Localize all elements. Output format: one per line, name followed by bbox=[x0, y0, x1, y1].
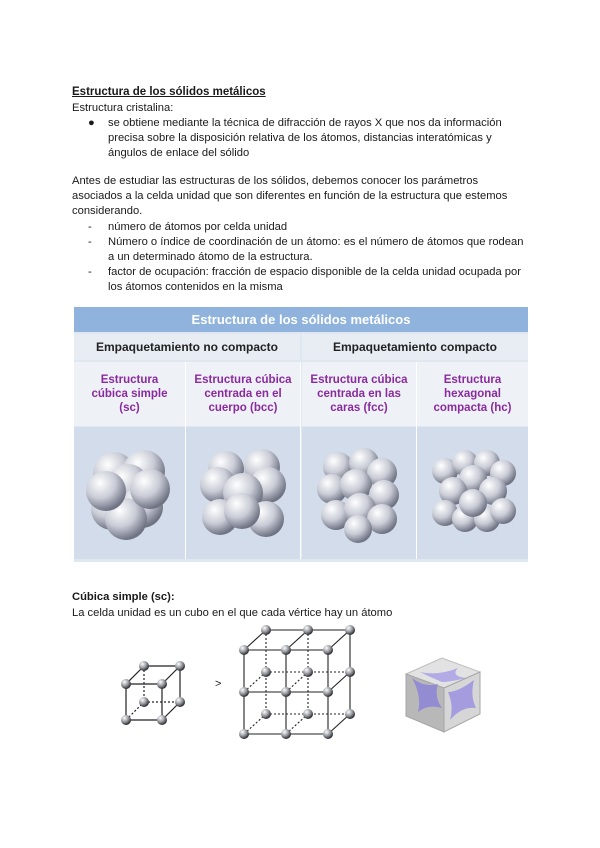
parameter-list bbox=[88, 220, 524, 295]
cell-hc: Estructura hexagonal compacta (hc) bbox=[417, 362, 528, 426]
bcc-packing-image bbox=[186, 427, 300, 559]
fcc-packing-image bbox=[302, 427, 416, 559]
cell-fcc: Estructura cúbica centrada en las caras (fcc) bbox=[302, 362, 416, 426]
group-non-compact: Empaquetamiento no compacto bbox=[74, 334, 300, 360]
simple-cubic-cell bbox=[112, 650, 192, 730]
simple-cubic-lattice bbox=[236, 622, 362, 742]
section-title: Cúbica simple (sc): bbox=[72, 591, 175, 603]
metal-structures-figure bbox=[74, 307, 528, 562]
sc-packing-image bbox=[74, 427, 185, 559]
cell-sc: Estructura cúbica simple (sc) bbox=[74, 362, 185, 426]
space-filling-cube bbox=[398, 648, 488, 738]
hc-packing-image bbox=[417, 427, 528, 559]
cell-bcc: Estructura cúbica centrada en el cuerpo (bcc) bbox=[186, 362, 300, 426]
bullet-dot-icon: ● bbox=[88, 117, 95, 129]
list-item: ● se obtiene mediante la técnica de difracción de rayos X que nos da información precisa sobre la disposición relativa de los átomos, distancias interatómicas y ángulos de enlace del sólido bbox=[88, 117, 502, 159]
group-compact: Empaquetamiento compacto bbox=[302, 334, 528, 360]
list-item: - número de átomos por celda unidad bbox=[88, 221, 288, 233]
list-item: - Número o índice de coordinación de un átomo: es el número de átomos que rodean a un determinado átomo de la estructura. bbox=[88, 236, 524, 263]
bullet-list bbox=[88, 116, 518, 161]
figure-header: Estructura de los sólidos metálicos bbox=[74, 307, 528, 332]
list-item: - factor de ocupación: fracción de espacio disponible de la celda unidad ocupada por los átomos contenidos en la misma bbox=[88, 266, 521, 293]
document-title: Estructura de los sólidos metálicos bbox=[72, 86, 266, 98]
intro-paragraph: Antes de estudiar las estructuras de los sólidos, debemos conocer los parámetros asociados a la celda unidad que son diferentes en función de la estructura que estemos considerando. bbox=[72, 175, 508, 217]
section-text: La celda unidad es un cubo en el que cada vértice hay un átomo bbox=[72, 607, 393, 619]
arrow-icon: > bbox=[215, 678, 222, 690]
intro-label: Estructura cristalina: bbox=[72, 102, 174, 114]
